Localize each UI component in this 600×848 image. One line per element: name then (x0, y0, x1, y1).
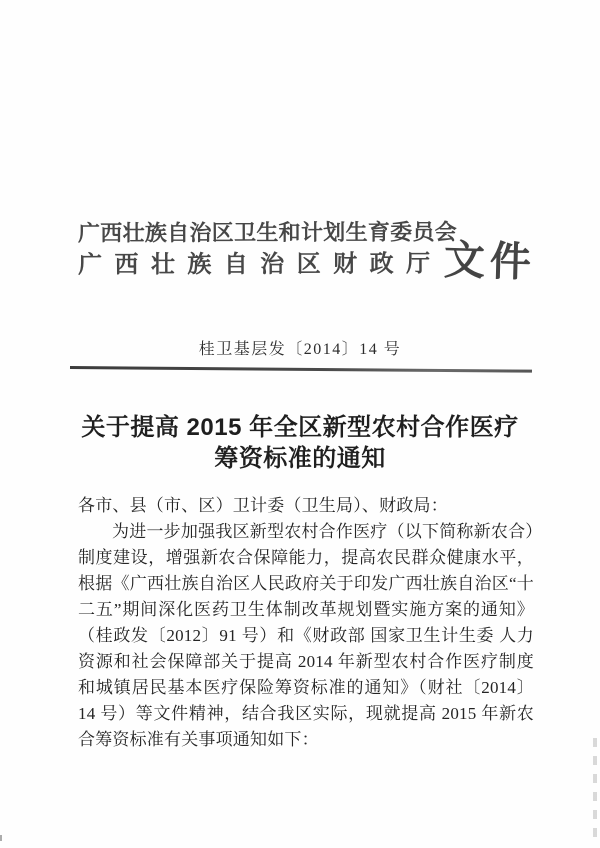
document-type-label: 文件 (443, 236, 537, 286)
body-paragraph: 为进一步加强我区新型农村合作医疗（以下简称新农合）制度建设，增强新农合保障能力，提高农民群众健康水平，根据《广西壮族自治区人民政府关于印发广西壮族自治区“十二五”期间深化医药卫生体制改革规划暨实施方案的通知》（桂政发〔2012〕91 号）和《财政部 国家卫生计生委 人力资源和社会保障部关于提高 2014 年新型农村合作医疗制度和城镇居民基本医疗保险筹资标准的通知》（财社〔2014〕14 号）等文件精神，结合我区实际，现就提高 2015 年新农合筹资标准有关事项通知如下： (78, 522, 534, 749)
scan-edge-artifact (593, 738, 597, 843)
letterhead-divider-rule (70, 366, 532, 373)
reference-number: 桂卫基层发〔2014〕14 号 (198, 341, 402, 358)
document-title-line2: 筹资标准的通知 (214, 445, 386, 472)
org-name-health-commission: 广西壮族自治区卫生和计划生育委员会 (77, 219, 458, 246)
issuing-organizations (77, 217, 458, 282)
org-name-finance-department: 广西壮族自治区财政厅 (78, 250, 431, 279)
scan-speck-artifact (0, 835, 2, 841)
document-title-line1: 关于提高 2015 年全区新型农村合作医疗 (81, 414, 519, 441)
letterhead (77, 218, 548, 286)
document-title (0, 412, 600, 474)
salutation-line: 各市、县（市、区）卫计委（卫生局）、财政局： (78, 496, 448, 515)
document-body (78, 493, 534, 753)
